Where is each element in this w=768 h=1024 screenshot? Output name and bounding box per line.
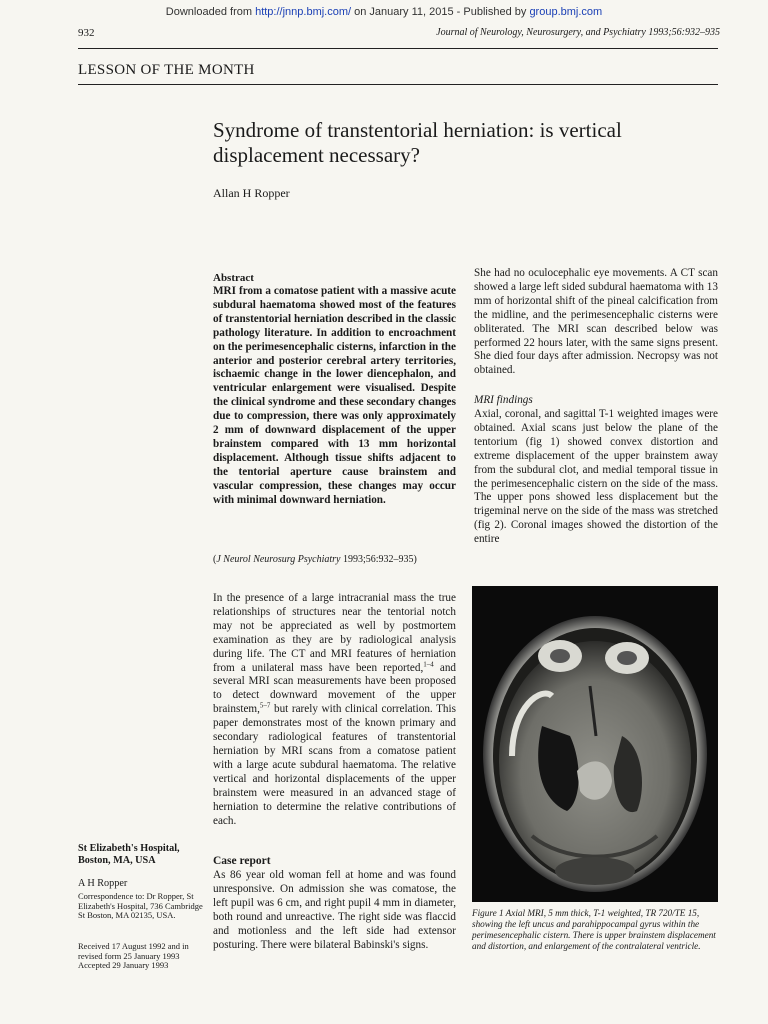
jnnp-link[interactable]: http://jnnp.bmj.com/ <box>255 6 352 18</box>
download-banner <box>0 6 768 18</box>
mri-findings-heading: MRI findings <box>474 394 533 406</box>
page-number: 932 <box>78 27 95 39</box>
affiliation-person: A H Ropper <box>78 878 128 889</box>
abstract-body: MRI from a comatose patient with a massive acute subdural haematoma showed most of the features of transtentorial herniation described in the classic pathology literature. In addition to encroachment on the perimesencephalic cisterns, infarction in the anterior and posterior cerebral artery territories, ischaemic change in the lower diencephalon, and ventricular enlargement were visualised. Despite the clinical syndrome and these secondary changes due to compression, there was only approximately 2 mm of downward displacement of the upper brainstem compared with 13 mm horizontal displacement. Although tissue shifts adjacent to the tentorial aperture cause brainstem and vascular compression, these changes may occur with minimal downward herniation. <box>213 285 456 506</box>
mri-findings-body: Axial, coronal, and sagittal T-1 weighted images were obtained. Axial scans just below the plane of the tentorium (fig 1) showed convex distortion and extreme displacement of the upper brainstem away from the subdural clot, and medial temporal tissue in the perimesencephalic cistern on the side of the mass. The upper pons showed less displacement but the trigeminal nerve on the side of the mass was stretched (fig 2). Coronal images showed the distortion of the entire <box>474 408 718 546</box>
introduction-paragraph <box>213 592 456 828</box>
case-report-heading: Case report <box>213 855 271 867</box>
intro-part2: and several MRI scan measurements have been proposed to detect downward movement of the upper brainstem, <box>213 661 457 716</box>
top-rule <box>78 48 718 49</box>
citation-journal: J Neurol Neurosurg Psychiatry <box>216 554 341 565</box>
figure-caption: Figure 1 Axial MRI, 5 mm thick, T-1 weighted, TR 720/TE 15, showing the left uncus and parahippocampal gyrus within the perimesencephalic cistern. There is upper brainstem displacement and distortion, and enlargement of the contralateral ventricle. <box>472 908 716 951</box>
article-author: Allan H Ropper <box>213 186 290 200</box>
section-heading: LESSON OF THE MONTH <box>78 62 255 78</box>
ref-superscript-1: 1–4 <box>423 659 434 668</box>
mri-figure-image <box>472 586 718 902</box>
citation-line: (J Neurol Neurosurg Psychiatry 1993;56:932–935) <box>213 554 417 565</box>
intro-part1: In the presence of a large intracranial mass the true relationships of structures near the tentorial notch may not be appreciated as well by postmortem examination as they are by radiological analysis during life. The CT and MRI features of herniation from a unilateral mass have been reported, <box>213 592 456 674</box>
case-continuation: She had no oculocephalic eye movements. A CT scan showed a large left sided subdural haematoma with 13 mm of horizontal shift of the pineal calcification from the midline, and the perimesencephalic cisterns were obliterated. The MRI scan described below was performed 22 hours later, with the same signs present. She died four days after admission. Necropsy was not obtained. <box>474 267 718 377</box>
section-rule <box>78 84 718 85</box>
received-dates: Received 17 August 1992 and in revised form 25 January 1993 Accepted 29 January 1993 <box>78 941 189 971</box>
citation-details: 1993;56:932–935) <box>340 554 417 565</box>
banner-prefix: Downloaded from <box>165 6 256 18</box>
case-report-body: As 86 year old woman fell at home and was found unresponsive. On admission she was comatose, the left pupil was 6 cm, and right pupil 4 mm in diameter, both round and unreactive. The right side was flaccid and motionless and the left side had extensor posturing. There were bilateral Babinski's signs. <box>213 869 456 951</box>
ref-superscript-2: 5–7 <box>259 701 271 710</box>
journal-reference: Journal of Neurology, Neurosurgery, and Psychiatry 1993;56:932–935 <box>436 27 720 38</box>
intro-part3: but rarely with clinical correlation. This paper demonstrates most of the known primary and secondary radiological features of transtentorial herniation by MRI scans from a comatose patient with a large acute subdural haematoma. The relative vertical and horizontal displacements of the upper brainstem were measured in an advanced stage of herniation to determine the relative contributions of each. <box>213 703 456 827</box>
affiliation-institution: St Elizabeth's Hospital, Boston, MA, USA <box>78 843 180 866</box>
abstract-heading: Abstract <box>213 272 254 284</box>
bmj-group-link[interactable]: group.bmj.com <box>529 6 603 18</box>
correspondence-address: Correspondence to: Dr Ropper, St Elizabeth's Hospital, 736 Cambridge St Boston, MA 02135, USA. <box>78 891 203 921</box>
article-title: Syndrome of transtentorial herniation: is vertical displacement necessary? <box>213 118 622 167</box>
banner-middle: on January 11, 2015 - Published by <box>351 6 530 18</box>
